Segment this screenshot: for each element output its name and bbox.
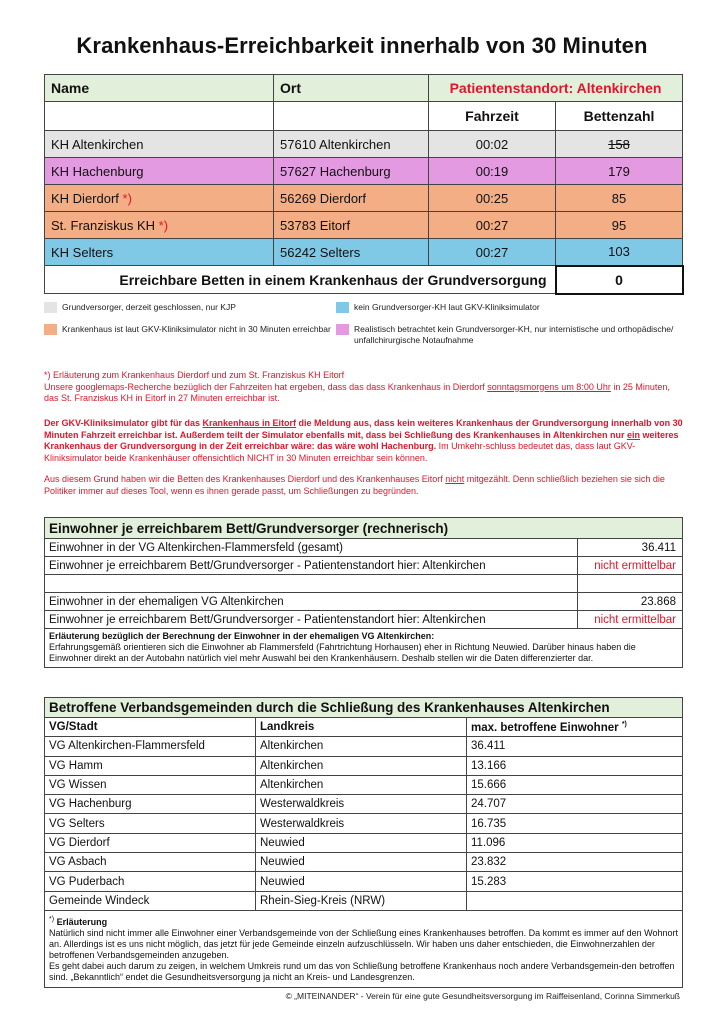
hospital-name <box>45 131 274 158</box>
legend-swatch <box>44 324 57 335</box>
text-part: Aus diesem Grund haben wir die Betten des Krankenhauses Dierdorf und des Krankenhauses Eitorf <box>44 474 446 484</box>
bold-text: Der GKV-Kliniksimulator gibt für das <box>44 418 203 428</box>
einwohner-note-row <box>45 629 683 668</box>
vg-landkreis: Westerwaldkreis <box>256 814 467 833</box>
vg-name: VG Puderbach <box>45 872 256 891</box>
col-einwohner-label: max. betroffene Einwohner <box>471 721 619 734</box>
vg-landkreis: Westerwaldkreis <box>256 795 467 814</box>
vg-table-header <box>45 718 683 737</box>
vg-einwohner: 15.283 <box>467 872 683 891</box>
hospital-betten: 95 <box>556 212 683 239</box>
bold-text: weiteres Krankenhaus der Grundversorgung in der Zeit erreichbar wäre: das wäre wohl Hachenburg. <box>44 429 679 452</box>
einwohner-label: Einwohner in der ehemaligen VG Altenkirchen <box>45 593 578 611</box>
hospital-fahrzeit: 00:27 <box>429 212 556 239</box>
vg-einwohner: 13.166 <box>467 756 683 775</box>
vg-note <box>45 910 683 987</box>
hospital-name-text: KH Altenkirchen <box>51 136 144 152</box>
vg-table-title-row <box>45 698 683 718</box>
vg-einwohner: 24.707 <box>467 795 683 814</box>
hospital-row <box>45 131 683 158</box>
col-landkreis-header: Landkreis <box>256 718 467 737</box>
vg-name: VG Wissen <box>45 775 256 794</box>
einwohner-row <box>45 575 683 593</box>
hospital-ort: 57627 Hachenburg <box>274 158 429 185</box>
sum-label: Erreichbare Betten in einem Krankenhaus der Grundversorgung <box>45 266 556 294</box>
vg-landkreis: Altenkirchen <box>256 775 467 794</box>
einwohner-label <box>45 575 578 593</box>
hospital-betten <box>556 131 683 158</box>
underlined-text: nicht <box>445 474 465 484</box>
hospital-ort: 53783 Eitorf <box>274 212 429 239</box>
hospital-betten-struck: 158 <box>608 136 630 152</box>
einwohner-label: Einwohner je erreichbarem Bett/Grundversorger - Patientenstandort hier: Altenkirchen <box>45 611 578 629</box>
legend-label: kein Grundversorger-KH laut GKV-Kliniksimulator <box>354 302 540 312</box>
footer-credit: © „MITEINANDER“ - Verein für eine gute Gesundheitsversorgung im Raiffeisenland, Corinna Simmerkuß <box>285 991 680 1001</box>
hospital-ort: 56242 Selters <box>274 239 429 266</box>
hospital-name-text: KH Dierdorf <box>51 190 119 206</box>
hospital-fahrzeit: 00:25 <box>429 185 556 212</box>
explanation-text <box>44 382 684 405</box>
col-fahrzeit-header: Fahrzeit <box>429 102 556 131</box>
sum-row <box>45 266 683 294</box>
vg-name: VG Selters <box>45 814 256 833</box>
hospital-fahrzeit: 00:02 <box>429 131 556 158</box>
vg-landkreis: Neuwied <box>256 853 467 872</box>
legend-swatch <box>44 302 57 313</box>
footnote-marker: *) <box>49 915 55 923</box>
col-ort-header: Ort <box>274 75 429 102</box>
vg-row <box>45 833 683 852</box>
vg-note-row <box>45 910 683 987</box>
vg-row <box>45 775 683 794</box>
hospital-name-text: KH Selters <box>51 244 114 260</box>
vg-name: VG Asbach <box>45 853 256 872</box>
einwohner-value: 23.868 <box>578 593 683 611</box>
einwohner-label: Einwohner in der VG Altenkirchen-Flammersfeld (gesamt) <box>45 539 578 557</box>
hospital-row <box>45 185 683 212</box>
vg-row <box>45 853 683 872</box>
vg-row <box>45 795 683 814</box>
hospital-fahrzeit: 00:27 <box>429 239 556 266</box>
vg-name: VG Hachenburg <box>45 795 256 814</box>
hospital-row <box>45 239 683 266</box>
text-part: Unsere googlemaps-Recherche bezüglich der Fahrzeiten hat ergeben, dass das dass Krankenhaus in Dierdorf <box>44 381 488 392</box>
underlined-text: sonntagsmorgens um 8:00 Uhr <box>487 381 611 392</box>
vg-name: VG Dierdorf <box>45 833 256 852</box>
legend-item-grey <box>44 302 324 313</box>
vg-landkreis: Neuwied <box>256 833 467 852</box>
vg-einwohner: 11.096 <box>467 833 683 852</box>
legend-label: Krankenhaus ist laut GKV-Kliniksimulator nicht in 30 Minuten erreichbar <box>62 324 331 334</box>
einwohner-label: Einwohner je erreichbarem Bett/Grundversorger - Patientenstandort hier: Altenkirchen <box>45 557 578 575</box>
footnote-marker: *) <box>621 720 627 728</box>
underlined-text: Krankenhaus in Eitorf <box>202 418 297 428</box>
note-text: Natürlich sind nicht immer alle Einwohner einer Verbandsgemeinde von der Schließung eines Krankenhauses betroffen. Da kommt es immer auf den Wohnort an. Allerdings ist es uns nicht möglich, das jetzt für jede Gemeinde einzeln aufzuschlüsseln. Wir haben uns daher entschieden, die Einwohnerzahlen der betroffenen Verbandsgemeinden anzugeben. <box>49 927 678 960</box>
vg-name: Gemeinde Windeck <box>45 891 256 910</box>
col-einwohner-header <box>467 718 683 737</box>
hospital-name <box>45 239 274 266</box>
legend-label: Realistisch betrachtet kein Grundversorger-KH, nur internistische und orthopädische/ unfallchirurgische Notaufnahme <box>354 324 674 345</box>
hospital-row <box>45 212 683 239</box>
vg-einwohner: 36.411 <box>467 737 683 756</box>
col-vg-header: VG/Stadt <box>45 718 256 737</box>
einwohner-value: nicht ermittelbar <box>578 557 683 575</box>
note-heading: Erläuterung bezüglich der Berechnung der Einwohner in der ehemaligen VG Altenkirchen: <box>49 631 435 641</box>
vg-einwohner: 16.735 <box>467 814 683 833</box>
einwohner-value: nicht ermittelbar <box>578 611 683 629</box>
explanation-paragraph-1 <box>44 370 684 405</box>
hospital-row <box>45 158 683 185</box>
einwohner-row <box>45 593 683 611</box>
note-heading: Erläuterung <box>56 916 108 927</box>
vg-landkreis: Rhein-Sieg-Kreis (NRW) <box>256 891 467 910</box>
explanation-paragraph-2 <box>44 418 684 464</box>
hospital-name-text: St. Franziskus KH <box>51 217 156 233</box>
page-title: Krankenhaus-Erreichbarkeit innerhalb von 30 Minuten <box>76 33 648 58</box>
blank-cell <box>274 102 429 131</box>
vg-name: VG Altenkirchen-Flammersfeld <box>45 737 256 756</box>
vg-landkreis: Neuwied <box>256 872 467 891</box>
hospital-ort: 57610 Altenkirchen <box>274 131 429 158</box>
sum-value: 0 <box>556 266 683 294</box>
hospital-name <box>45 212 274 239</box>
vg-landkreis: Altenkirchen <box>256 756 467 775</box>
hospital-fahrzeit: 00:19 <box>429 158 556 185</box>
vg-name: VG Hamm <box>45 756 256 775</box>
vg-landkreis: Altenkirchen <box>256 737 467 756</box>
einwohner-value <box>578 575 683 593</box>
bold-text: die Meldung aus, dass kein weiteres Krankenhaus der Grundversorgung innerhalb von 30 Minuten Fahrzeit erreichbar ist. Außerdem teilt der Simulator ebenfalls mit, dass bei Schließung des Krankenhauses in Altenkirchen nur <box>44 418 683 440</box>
vg-row <box>45 891 683 910</box>
einwohner-row <box>45 557 683 575</box>
note-text: Es geht dabei auch darum zu zeigen, in welchem Umkreis rund um das von Schließung betroffene Krankenhaus noch andere Verbandsgemein-den betroffen sind. „Bekanntlich“ endet die Gesundheitsversorgung ja nicht an Kreis- und Landesgrenzen. <box>49 960 675 982</box>
hospital-name-text: KH Hachenburg <box>51 163 144 179</box>
hospital-table-header <box>45 75 683 102</box>
underlined-text: ein <box>626 429 640 440</box>
explanation-heading: *) Erläuterung zum Krankenhaus Dierdorf und zum St. Franziskus KH Eitorf <box>44 370 345 380</box>
einwohner-row <box>45 611 683 629</box>
text-part: in 25 Minuten, das St. Franziskus KH in Eitorf in 27 Minuten erreichbar ist. <box>44 381 670 404</box>
legend-item-pink <box>336 324 684 346</box>
explanation-paragraph-3 <box>44 474 684 497</box>
hospital-name <box>45 158 274 185</box>
vg-table-title: Betroffene Verbandsgemeinden durch die Schließung des Krankenhauses Altenkirchen <box>45 698 683 718</box>
col-name-header: Name <box>45 75 274 102</box>
hospital-table-subheader <box>45 102 683 131</box>
legend-label: Grundversorger, derzeit geschlossen, nur KJP <box>62 302 236 312</box>
text-part: Im Umkehr-schluss bedeutet das, dass laut GKV-Kliniksimulator beide Krankenhäuser offensichtlich NICHT in 30 Minuten erreichbar sein können. <box>44 441 636 463</box>
text-part: mitgezählt. Denn schließlich beziehen sie sich die Politiker immer auf dieses Tool, wenn es ihnen gerade passt, um Schließungen zu begründen. <box>44 474 665 496</box>
legend-item-blue <box>336 302 684 313</box>
vg-row <box>45 756 683 775</box>
note-text: Erfahrungsgemäß orientieren sich die Einwohner ab Flammersfeld (Fahrtrichtung Horhausen) eher in Richtung Neuwied. Darüber hinaus haben die Einwohner direkt an der Autobahn natürlich viel mehr Auswahl bei den Krankenhäusern. Deshalb stellen wir die Daten differenzierter dar. <box>49 642 636 663</box>
hospital-betten: 85 <box>556 185 683 212</box>
vg-row <box>45 737 683 756</box>
legend-item-orange <box>44 324 334 335</box>
footnote-marker: *) <box>158 217 169 233</box>
patient-location-header: Patientenstandort: Altenkirchen <box>429 75 683 102</box>
hospital-ort: 56269 Dierdorf <box>274 185 429 212</box>
vg-einwohner <box>467 891 683 910</box>
einwohner-table-title: Einwohner je erreichbarem Bett/Grundversorger (rechnerisch) <box>45 518 683 539</box>
legend-swatch <box>336 302 349 313</box>
vg-einwohner: 23.832 <box>467 853 683 872</box>
einwohner-value: 36.411 <box>578 539 683 557</box>
einwohner-row <box>45 539 683 557</box>
blank-cell <box>45 102 274 131</box>
hospital-betten: 179 <box>556 158 683 185</box>
vg-row <box>45 814 683 833</box>
verbandsgemeinden-table <box>44 697 683 988</box>
legend-swatch <box>336 324 349 335</box>
vg-row <box>45 872 683 891</box>
vg-einwohner: 15.666 <box>467 775 683 794</box>
einwohner-table <box>44 517 683 668</box>
footnote-marker: *) <box>122 190 132 206</box>
hospital-betten: 103 <box>556 239 683 266</box>
einwohner-table-title-row <box>45 518 683 539</box>
einwohner-note <box>45 629 683 668</box>
hospital-table <box>44 74 684 295</box>
col-bettenzahl-header: Bettenzahl <box>556 102 683 131</box>
hospital-name <box>45 185 274 212</box>
